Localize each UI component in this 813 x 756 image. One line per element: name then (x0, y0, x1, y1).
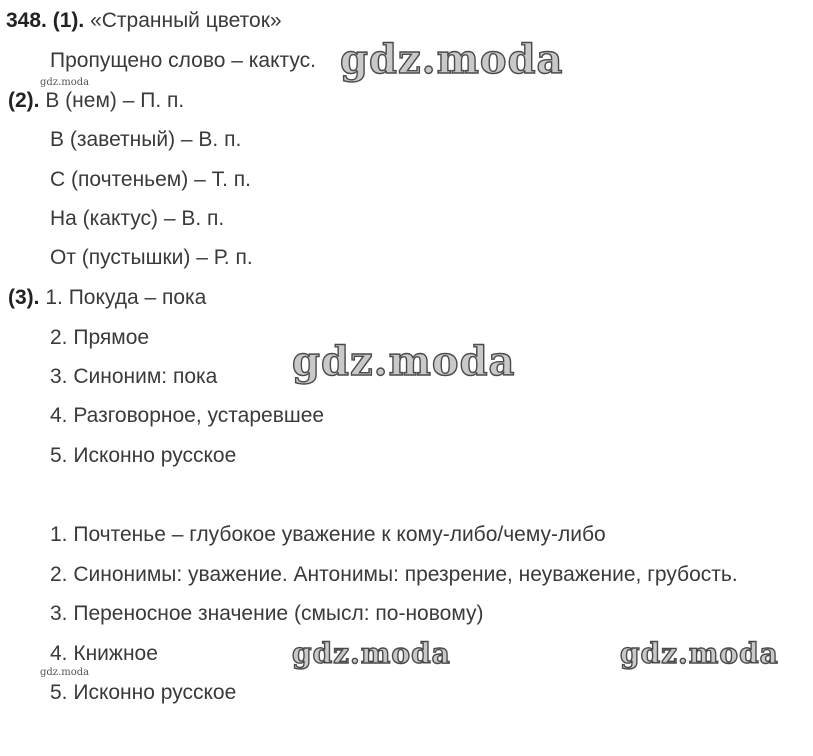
part3-row-1 (8, 285, 206, 311)
part3-item: 4. Книжное (50, 642, 158, 665)
part3-item: 4. Разговорное, устаревшее (50, 404, 325, 427)
part2-item: В (заветный) – В. п. (50, 128, 242, 151)
part2-item: В (нем) – П. п. (45, 89, 185, 112)
watermark-small: gdz.moda (40, 77, 90, 88)
watermark-logo: gdz.moda (340, 36, 564, 83)
watermark-logo: gdz.moda (292, 338, 516, 385)
watermark-logo: gdz.moda (292, 637, 451, 670)
watermark-small: gdz.moda (40, 667, 90, 678)
part3-label: (3). (8, 286, 40, 309)
watermark-logo: gdz.moda (620, 637, 779, 670)
part3-item: 3. Синоним: пока (50, 365, 218, 388)
part3-item: 5. Исконно русское (50, 444, 237, 467)
part3-item: 2. Прямое (50, 326, 150, 349)
part3-item: 2. Синонимы: уважение. Антонимы: презрение, неуважение, грубость. (50, 563, 738, 586)
part2-item: От (пустышки) – Р. п. (50, 246, 253, 269)
part3-item: 3. Переносное значение (смысл: по-новому) (50, 602, 484, 625)
part3-item: 1. Покуда – пока (45, 286, 207, 309)
part1-label: (1). (52, 9, 85, 32)
part3-item: 5. Исконно русское (50, 681, 237, 704)
part2-item: На (кактус) – В. п. (50, 207, 225, 230)
part1-answer: Пропущено слово – кактус. (50, 49, 316, 72)
exercise-header (6, 8, 282, 34)
part2-item: С (почтеньем) – Т. п. (50, 168, 251, 191)
exercise-number: 348. (6, 9, 47, 32)
exercise-title: «Странный цветок» (90, 9, 282, 32)
part2-row-1 (8, 88, 184, 114)
part3-item: 1. Почтенье – глубокое уважение к кому-либо/чему-либо (50, 523, 606, 546)
part2-label: (2). (8, 89, 40, 112)
